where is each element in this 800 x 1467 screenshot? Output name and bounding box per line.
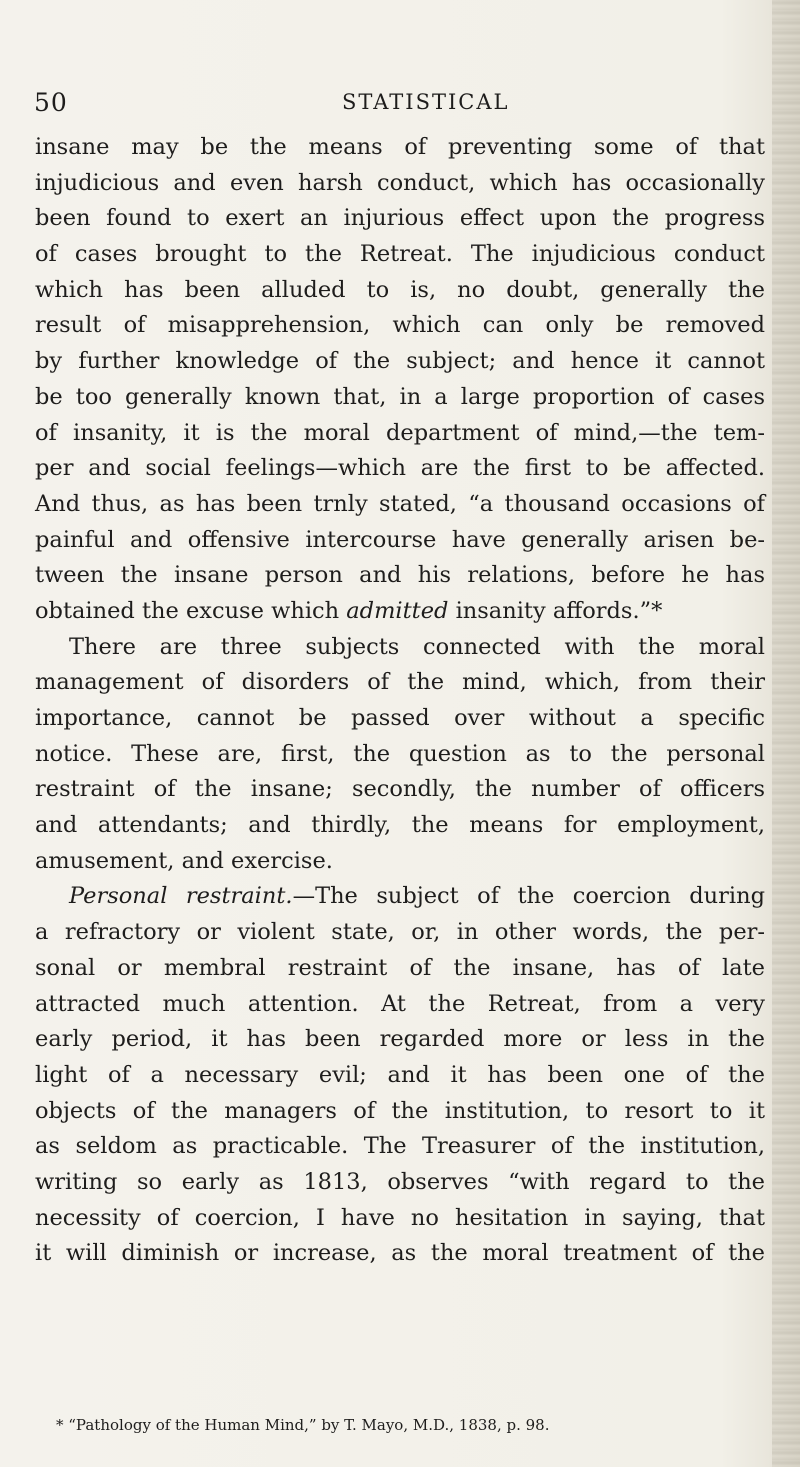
footnote: * “Pathology of the Human Mind,” by T. Mayo, M.D., 1838, p. 98.	[56, 1416, 550, 1434]
text-line: it will diminish or increase, as the moral treatment of the	[35, 1240, 765, 1267]
text-line: management of disorders of the mind, which, from their	[35, 669, 765, 696]
text-line: painful and offensive intercourse have generally arisen be-	[35, 526, 765, 553]
text-line: tween the insane person and his relations, before he has	[35, 562, 765, 589]
text-line: insane may be the means of preventing some of that	[35, 134, 765, 160]
text-line: been found to exert an injurious effect upon the progress	[35, 205, 765, 232]
paragraph-start-line: There are three subjects connected with the moral	[69, 633, 765, 660]
text-line: importance, cannot be passed over without a specific	[35, 705, 765, 731]
section-heading: Personal restraint.	[69, 883, 293, 910]
page-binding-edge	[772, 0, 800, 1467]
text-line: attracted much attention. At the Retreat, from a very	[35, 990, 765, 1017]
body-text	[35, 130, 765, 1272]
text-line: objects of the managers of the institution, to resort to it	[35, 1097, 765, 1124]
text-line: notice. These are, first, the question as to the personal	[35, 740, 765, 767]
text-line: as seldom as practicable. The Treasurer of the institution,	[35, 1133, 765, 1160]
italic-text-run: admitted	[346, 597, 449, 624]
text-run: insanity affords.”*	[448, 597, 663, 624]
text-line: injudicious and even harsh conduct, which has occasionally	[35, 169, 765, 196]
text-line: and attendants; and thirdly, the means for employment,	[35, 812, 765, 839]
text-line: by further knowledge of the subject; and hence it cannot	[35, 348, 765, 375]
text-line: writing so early as 1813, observes “with regard to the	[35, 1168, 765, 1195]
page-number: 50	[34, 88, 68, 117]
text-line: per and social feelings—which are the first to be affected.	[35, 455, 765, 482]
text-line: early period, it has been regarded more or less in the	[35, 1026, 765, 1053]
running-head	[34, 88, 764, 128]
text-line: sonal or membral restraint of the insane, has of late	[35, 954, 765, 981]
text-line-with-italic	[35, 594, 765, 630]
text-line: light of a necessary evil; and it has been one of the	[35, 1061, 765, 1088]
text-line: a refractory or violent state, or, in other words, the per-	[35, 919, 765, 946]
text-line: amusement, and exercise.	[35, 847, 333, 874]
text-line: of insanity, it is the moral department of mind,—the tem-	[35, 419, 765, 446]
text-line: which has been alluded to is, no doubt, generally the	[35, 276, 765, 303]
text-run: obtained the excuse which	[35, 597, 347, 624]
text-line: be too generally known that, in a large proportion of cases	[35, 383, 765, 410]
text-line: restraint of the insane; secondly, the number of officers	[35, 776, 765, 803]
running-title: STATISTICAL	[342, 90, 510, 114]
text-run: —The subject of the coercion during	[292, 883, 765, 910]
section-heading-line	[35, 879, 765, 915]
text-line: necessity of coercion, I have no hesitation in saying, that	[35, 1204, 765, 1231]
text-line: And thus, as has been trnly stated, “a thousand occasions of	[35, 490, 765, 517]
text-line: of cases brought to the Retreat. The injudicious conduct	[35, 241, 765, 268]
text-line: result of misapprehension, which can only be removed	[35, 312, 765, 339]
